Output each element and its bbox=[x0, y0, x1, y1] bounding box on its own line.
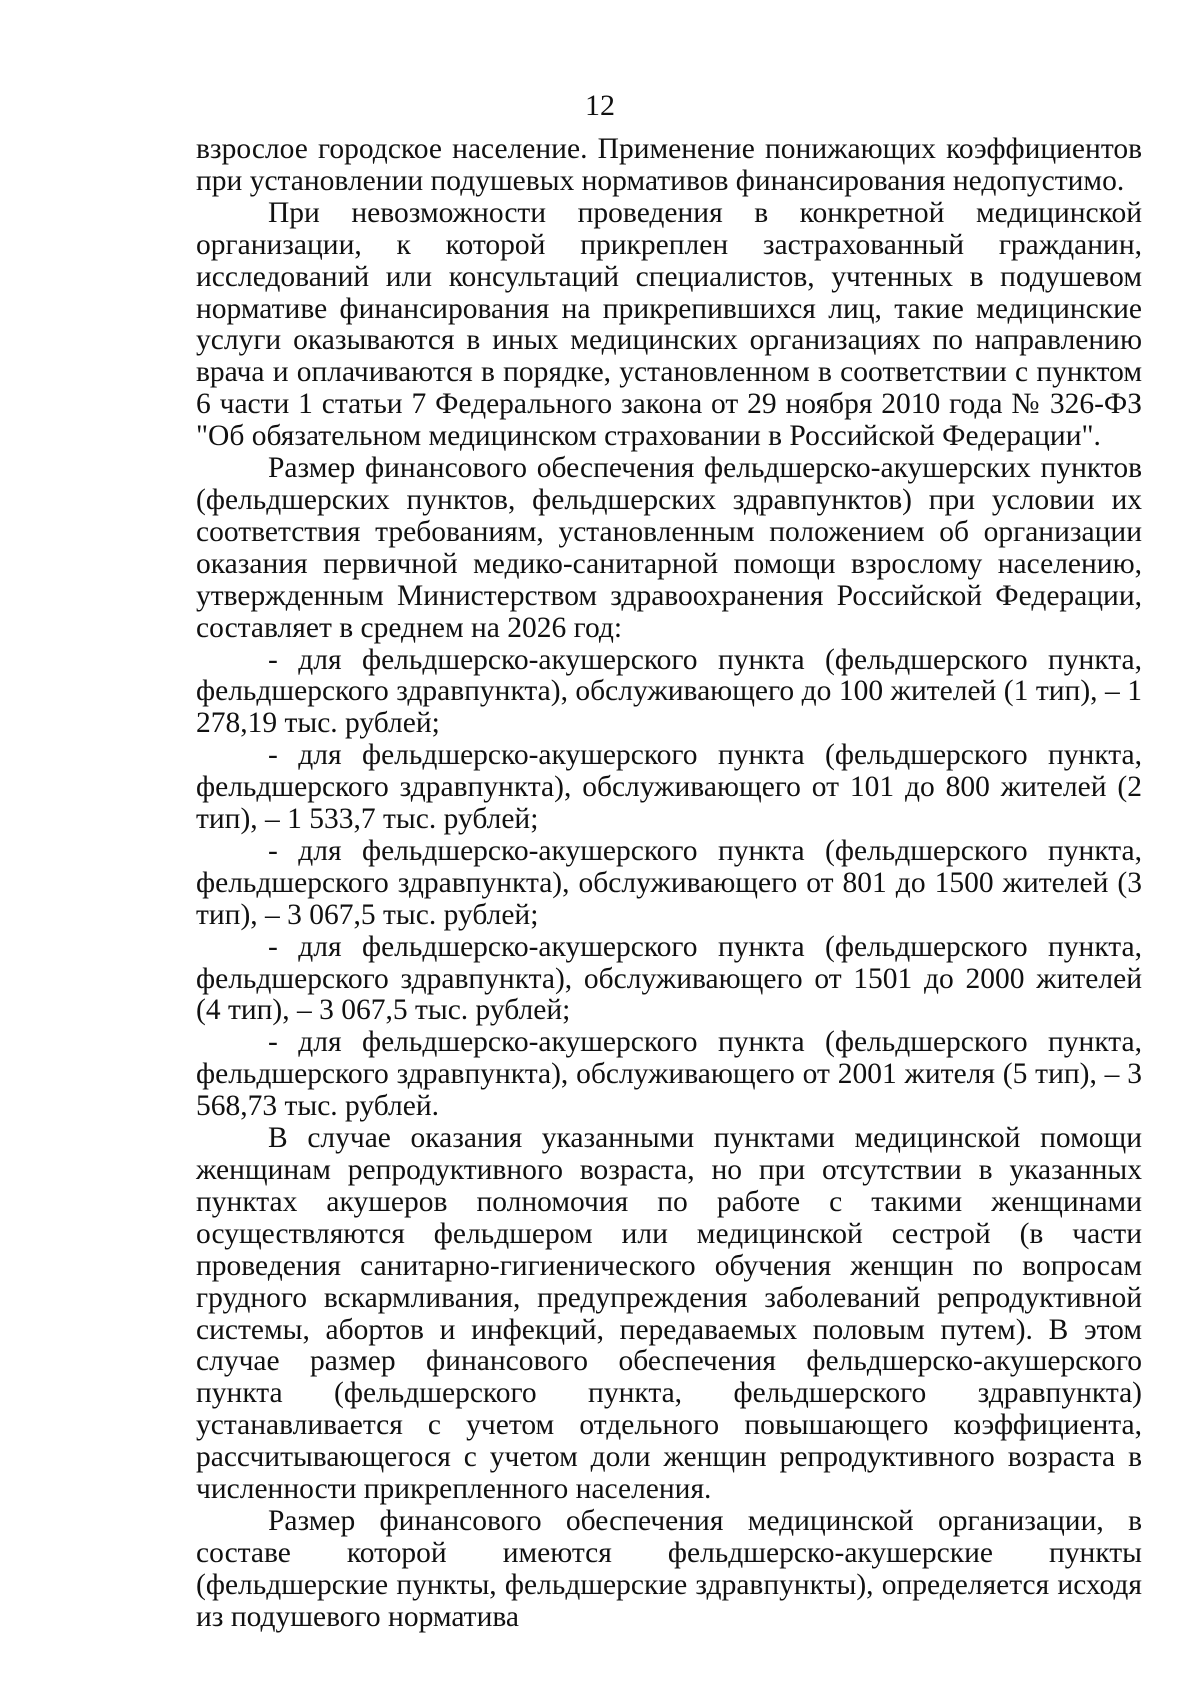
list-item-type-5: - для фельдшерско-акушерского пункта (фельдшерского пункта, фельдшерского здравпункта), обслуживающего от 2001 жителя (5 тип), – 3 568,73 тыс. рублей. bbox=[196, 1026, 1142, 1123]
list-item-type-2: - для фельдшерско-акушерского пункта (фельдшерского пункта, фельдшерского здравпункта), обслуживающего от 101 до 800 жителей (2 тип), – 1 533,7 тыс. рублей; bbox=[196, 739, 1142, 836]
list-item-type-3: - для фельдшерско-акушерского пункта (фельдшерского пункта, фельдшерского здравпункта), обслуживающего от 801 до 1500 жителей (3 тип), – 3 067,5 тыс. рублей; bbox=[196, 834, 1142, 931]
paragraph-fap-financing: Размер финансового обеспечения фельдшерско-акушерских пунктов (фельдшерских пунктов, фельдшерских здравпунктов) при условии их соответствия требованиям, установленным положением об организации оказания первичной медико-санитарной помощи взрослому населению, утвержденным Министерством здравоохранения Российской Федерации, составляет в среднем на 2026 год: bbox=[196, 452, 1142, 644]
page-number: 12 bbox=[585, 89, 615, 122]
document-body bbox=[196, 134, 1142, 1634]
list-item-type-4: - для фельдшерско-акушерского пункта (фельдшерского пункта, фельдшерского здравпункта), обслуживающего от 1501 до 2000 жителей (4 тип), – 3 067,5 тыс. рублей; bbox=[196, 930, 1142, 1027]
list-item-type-1: - для фельдшерско-акушерского пункта (фельдшерского пункта, фельдшерского здравпункта), обслуживающего до 100 жителей (1 тип), – 1 278,19 тыс. рублей; bbox=[196, 643, 1142, 740]
paragraph-continuation: взрослое городское население. Применение понижающих коэффициентов при установлении подушевых нормативов финансирования недопустимо. bbox=[196, 133, 1142, 197]
paragraph-referral-services: При невозможности проведения в конкретной медицинской организации, к которой прикреплен застрахованный гражданин, исследований или консультаций специалистов, учтенных в подушевом нормативе финансирования на прикрепившихся лиц, такие медицинские услуги оказываются в иных медицинских организациях по направлению врача и оплачиваются в порядке, установленном в соответствии с пунктом 6 части 1 статьи 7 Федерального закона от 29 ноября 2010 года № 326-ФЗ "Об обязательном медицинском страховании в Российской Федерации". bbox=[196, 196, 1142, 453]
paragraph-organization-financing: Размер финансового обеспечения медицинской организации, в составе которой имеются фельдшерско-акушерские пункты (фельдшерские пункты, фельдшерские здравпункты), определяется исходя из подушевого норматива bbox=[196, 1504, 1142, 1633]
paragraph-reproductive-age: В случае оказания указанными пунктами медицинской помощи женщинам репродуктивного возраста, но при отсутствии в указанных пунктах акушеров полномочия по работе с такими женщинами осуществляются фельдшером или медицинской сестрой (в части проведения санитарно-гигиенического обучения женщин по вопросам грудного вскармливания, предупреждения заболеваний репродуктивной системы, абортов и инфекций, передаваемых половым путем). В этом случае размер финансового обеспечения фельдшерско-акушерского пункта (фельдшерского пункта, фельдшерского здравпункта) устанавливается с учетом отдельного повышающего коэффициента, рассчитывающегося с учетом доли женщин репродуктивного возраста в численности прикрепленного населения. bbox=[196, 1122, 1142, 1506]
